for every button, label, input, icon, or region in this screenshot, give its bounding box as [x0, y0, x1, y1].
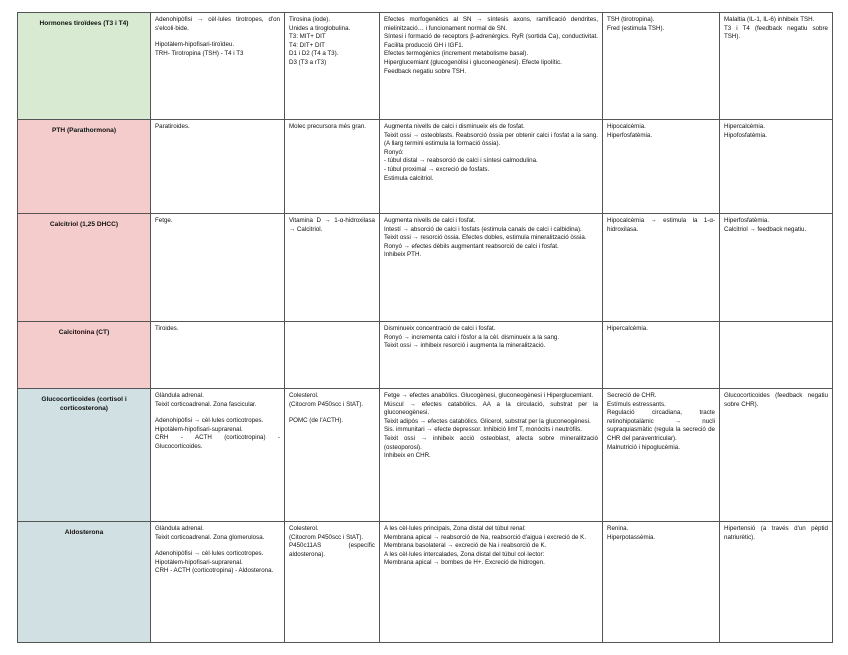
synthesis-cell [285, 120, 380, 214]
cell-line: Membrana basolateral → excreció de Na i reabsorció de K. [384, 542, 547, 550]
cell-line: T4: DIT+ DIT [289, 41, 325, 49]
cell-line: Paratiroides. [155, 123, 190, 130]
inhibition-cell [720, 522, 833, 643]
cell-line: Fetge. [155, 217, 173, 224]
cell-line: Fred (estimula TSH). [607, 24, 665, 32]
effects-cell [380, 389, 603, 522]
cell-line: Hipercalcèmia. [607, 325, 648, 332]
table-row [18, 322, 833, 389]
cell-line: Múscul → efectes catabòlics. AA a la circulació, substrat per la gluconeogènesi. [384, 400, 598, 417]
inhibition-cell [720, 214, 833, 322]
cell-line: Hiperfosfatèmia. [607, 131, 653, 139]
cell-line: Membrana apical → bombes de H+. Excreció de hidrogen. [384, 559, 545, 567]
cell-line: A les cèl·lules intercalades, Zona distal del túbul col·lector: [384, 550, 545, 558]
stimulus-cell [603, 13, 720, 120]
hormone-name-cell: Calcitonina (CT) [18, 322, 151, 389]
cell-line: D1 i D2 (T4 a T3). [289, 50, 339, 58]
cell-line: Hiperglucemiant (glucogenòlisi i gluconeogènesi). Efecte lipolític. [384, 58, 562, 66]
cell-line: CRH - ACTH (corticotropina) - Aldosterona. [155, 567, 274, 575]
cell-line: Hipotàlem-hipofisari-suprarenal. [155, 425, 243, 433]
cell-line: - túbul distal → reabsorció de calci i síntesi calmodulina. [384, 157, 538, 165]
synthesis-cell [285, 522, 380, 643]
cell-line: Estímuls estressants. [607, 400, 666, 408]
cell-line: Hipocalcèmia. [607, 123, 646, 130]
cell-line: Adenohipòfisi → cèl·lules corticotropes. [155, 550, 264, 558]
cell-line [155, 409, 280, 417]
cell-line: - túbul proximal → excreció de fosfats. [384, 165, 490, 173]
cell-line: Glàndula adrenal. [155, 392, 204, 399]
cell-line: P450c11AS (específic aldosterona). [289, 542, 375, 558]
cell-line: Síntesi i formació de receptors β-adrenèrgics. RyR (sortida Ca), conductivitat. Facilita producció GH i IGF1. [384, 33, 598, 49]
cell-line: Regulació circadiana, tracte retinohipotalàmic → nucli supraquiasmàtic (regula la secreció de CHR del paraventricular). [607, 409, 715, 442]
cell-line: Hiperpotassèmia. [607, 533, 656, 541]
origin-cell [151, 322, 285, 389]
hormone-name-cell: Calcitriol (1,25 DHCC) [18, 214, 151, 322]
cell-line: Teixit ossi → osteoblasts. Reabsorció òssia per obtenir calci i fosfat a la sang. (A llarg termini estimula la formació òssia). [384, 131, 598, 148]
cell-line: Teixit ossi → inhibeix acció osteoblast, afecta sobre mineralització (osteoporosi). [384, 434, 598, 451]
cell-line: Intestí → absorció de calci i fosfats (estimula canals de calci i calbidina). [384, 225, 582, 233]
hormone-name-cell: Hormones tiroïdees (T3 i T4) [18, 13, 151, 120]
cell-line: Efectes morfogenètics al SN → síntesis axons, ramificació dendrites, mielinització… i funcionament normal de SN. [384, 16, 598, 32]
effects-cell [380, 13, 603, 120]
cell-line: POMC (de l'ACTH). [289, 417, 344, 425]
cell-line: Inhibeix en CHR. [384, 452, 431, 460]
cell-line: Fetge → efectes anabòlics. Glucogènesi, gluconeogènesi i Hiperglucemiant. [384, 392, 594, 399]
inhibition-cell [720, 322, 833, 389]
origin-cell [151, 120, 285, 214]
cell-line [155, 542, 280, 550]
cell-line: Inhibeix PTH. [384, 251, 422, 259]
cell-line: T3: MIT+ DIT [289, 33, 326, 41]
origin-cell [151, 214, 285, 322]
cell-line: Hipocalcèmia → estimula la 1-α-hidroxilasa. [607, 217, 715, 233]
cell-line: Estimula calcitriol. [384, 174, 434, 182]
effects-cell [380, 214, 603, 322]
cell-line: TSH (tirotropina). [607, 16, 655, 23]
hormone-table [17, 12, 833, 643]
origin-cell [151, 389, 285, 522]
effects-cell [380, 322, 603, 389]
cell-line: Colesterol. [289, 392, 319, 399]
synthesis-cell [285, 389, 380, 522]
cell-line: Tiroides. [155, 325, 179, 332]
synthesis-cell [285, 13, 380, 120]
cell-line: Ronyó: [384, 148, 404, 156]
cell-line: Calcitriol → feedback negatiu. [724, 225, 807, 233]
hormone-name-cell: PTH (Parathormona) [18, 120, 151, 214]
table-row [18, 13, 833, 120]
stimulus-cell [603, 214, 720, 322]
origin-cell [151, 522, 285, 643]
table-row [18, 522, 833, 643]
cell-line: Augmenta nivells de calci i fosfat. [384, 217, 476, 224]
cell-line: Glàndula adrenal. [155, 525, 204, 532]
cell-line: Malnutrició i hipoglucèmia. [607, 443, 680, 451]
stimulus-cell [603, 120, 720, 214]
cell-line: Feedback negatiu sobre TSH. [384, 67, 467, 75]
cell-line: A les cèl·lules principals, Zona distal del túbul renal: [384, 525, 526, 532]
cell-line: (Citocrom P450scc i StAT). [289, 533, 364, 541]
cell-line: Hiperfosfatèmia. [724, 217, 770, 224]
cell-line: Hipofosfatèmia. [724, 131, 767, 139]
cell-line: Secreció de CHR. [607, 392, 657, 399]
table-row [18, 389, 833, 522]
cell-line: D3 (T3 a rT3) [289, 58, 327, 66]
cell-line: Adenohipòfisi → cèl·lules tirotropes, d'on s'elcoli·bide. [155, 16, 280, 32]
origin-cell [151, 13, 285, 120]
stimulus-cell [603, 322, 720, 389]
cell-line: Efectes termogènics (increment metabolisme basal). [384, 50, 529, 58]
cell-line: TRH- Tirotropina (TSH) - T4 i T3 [155, 49, 244, 57]
cell-line: T3 i T4 (feedback negatiu sobre TSH). [724, 24, 828, 41]
inhibition-cell [720, 13, 833, 120]
cell-line: Molec precursora més gran. [289, 123, 367, 130]
table-row [18, 120, 833, 214]
cell-line: Adenohipòfisi → cèl·lules corticotropes. [155, 417, 264, 425]
hormone-name-cell: Glucocorticoides (cortisol i corticosterona) [18, 389, 151, 522]
cell-line: CRH - ACTH (corticotropina) - Glucocorticoides. [155, 434, 280, 450]
stimulus-cell [603, 522, 720, 643]
cell-line [155, 33, 280, 41]
synthesis-cell [285, 214, 380, 322]
cell-line: (Citocrom P450scc i StAT). [289, 400, 364, 408]
cell-line: Teixit corticoadrenal. Zona glomerulosa. [155, 533, 265, 541]
cell-line: Ronyó → efectes dèbils augmentant reabsorció de calci i fosfat. [384, 242, 559, 250]
cell-line: Teixit corticoadrenal. Zona fascicular. [155, 400, 257, 408]
cell-line: Teixit ossi → resorció òssia. Efectes dobles, estimula mineralització òssia. [384, 234, 587, 242]
cell-line: Hipercalcèmia. [724, 123, 765, 130]
cell-line: Hipertensió (a través d'un pèptid natriurètic). [724, 525, 828, 541]
cell-line: Membrana apical → reabsorció de Na, reabsorció d'aigua i excreció de K. [384, 533, 587, 541]
cell-line: Teixit adipós → efectes catabòlics. Glicerol, substrat per la gluconeogènesi. [384, 417, 591, 425]
table-row [18, 214, 833, 322]
cell-line: Hipotàlem-hipofisari-tiroïdeu. [155, 41, 235, 49]
stimulus-cell [603, 389, 720, 522]
cell-line [289, 409, 375, 417]
inhibition-cell [720, 389, 833, 522]
cell-line: Glucocorticoides (feedback negatiu sobre CHR). [724, 392, 828, 408]
cell-line: Colesterol. [289, 525, 319, 532]
cell-line: Renina. [607, 525, 629, 532]
cell-line: Augmenta nivells de calci i disminueix els de fosfat. [384, 123, 525, 130]
effects-cell [380, 120, 603, 214]
effects-cell [380, 522, 603, 643]
cell-line: Unides a tiroglobulina. [289, 24, 351, 32]
hormone-name-cell: Aldosterona [18, 522, 151, 643]
hormone-table-container [17, 12, 832, 642]
synthesis-cell [285, 322, 380, 389]
cell-line: Sis. immunitari → efecte depressor. Inhibició limf T, monòcits i neutròfils. [384, 426, 582, 434]
cell-line: Hipotàlem-hipofisari-suprarenal. [155, 558, 243, 566]
cell-line: Tirosina (iode). [289, 16, 331, 23]
cell-line: Vitamina D → 1-α-hidroxilasa → Calcitriol. [289, 217, 375, 233]
inhibition-cell [720, 120, 833, 214]
cell-line: Ronyó → incrementa calci i fòsfor a la cèl. disminueix a la sang. [384, 333, 560, 341]
cell-line: Disminueix concentració de calci i fosfat. [384, 325, 496, 332]
cell-line: Malaltia (IL-1, IL-6) inhibeix TSH. [724, 16, 815, 23]
cell-line: Teixit ossi → inhibeix resorció i augmenta la mineralització. [384, 342, 546, 350]
